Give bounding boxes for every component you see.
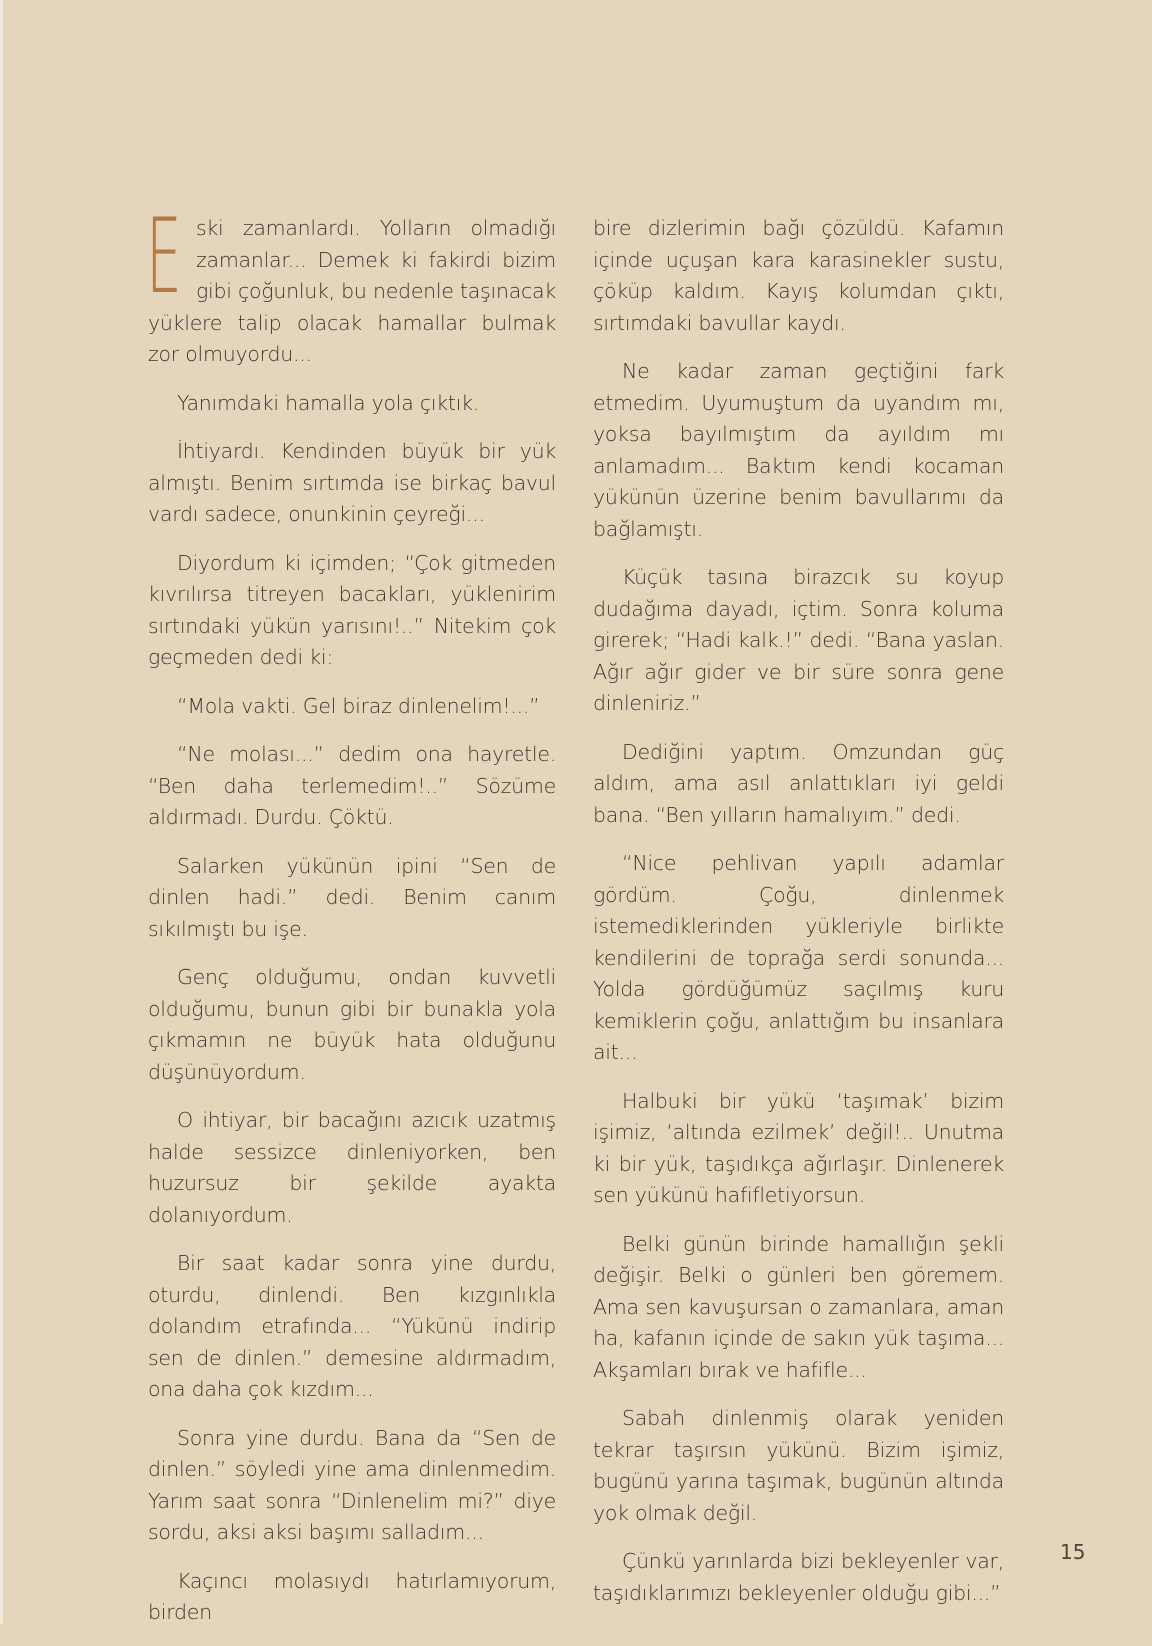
paragraph: “Nice pehlivan yapılı adamlar gördüm. Çoğu, dinlenmek istemediklerinden yükleriyle birlikte kendilerini de toprağa serdi sonunda... Yolda gördüğümüz saçılmış kuru kemiklerin çoğu, anlattığım bu insanlara ait... [593,851,1004,1064]
paragraph: Küçük tasına birazcık su koyup dudağıma dayadı, içtim. Sonra koluma girerek; “Hadi kalk.!” dedi. “Bana yaslan. Ağır ağır gider ve bir süre sonra gene dinleniriz.” [593,565,1004,715]
drop-cap-letter: E [146,197,182,317]
paragraph: O ihtiyar, bir bacağını azıcık uzatmış halde sessizce dinleniyorken, ben huzursuz bir şekilde ayakta dolanıyordum. [148,1108,556,1227]
paragraph: Salarken yükünün ipini “Sen de dinlen hadi.” dedi. Benim canım sıkılmıştı bu işe. [148,853,556,941]
opening-paragraph-text: ski zamanlardı. Yolların olmadığı zamanlar... Demek ki fakirdi bizim gibi çoğunluk, bu nedenle taşınacak yüklere talip olacak hamallar bulmak zor olmuyordu... [148,216,556,366]
paragraph: Sabah dinlenmiş olarak yeniden tekrar taşırsın yükünü. Bizim işimiz, bugünü yarına taşımak, bugünün altında yok olmak değil. [593,1406,1004,1525]
left-text-column [146,197,556,1646]
page-left-edge [0,0,3,1624]
paragraph: Çünkü yarınlarda bizi bekleyenler var, taşıdıklarımızı bekleyenler olduğu gibi...” [593,1549,1004,1605]
continued-paragraph: bire dizlerimin bağı çözüldü. Kafamın içinde uçuşan kara karasinekler sustu, çöküp kaldım. Kayış kolumdan çıktı, sırtımdaki bavullar kaydı. [593,216,1004,335]
page-number: 15 [1060,1540,1086,1564]
paragraph: Ne kadar zaman geçtiğini fark etmedim. Uyumuştum da uyandım mı, yoksa bayılmıştım da ayıldım mı anlamadım... Baktım kendi kocaman yükünün üzerine benim bavullarımı da bağlamıştı. [593,359,1004,541]
right-text-column [593,213,1004,1626]
paragraph: Diyordum ki içimden; “Çok gitmeden kıvrılırsa titreyen bacakları, yüklenirim sırtındaki yükün yarısını!..” Nitekim çok geçmeden dedi ki: [148,550,556,669]
paragraph: “Mola vakti. Gel biraz dinlenelim!...” [177,693,540,718]
paragraph: Sonra yine durdu. Bana da “Sen de dinlen.” söyledi yine ama dinlenmedim. Yarım saat sonra “Dinlenelim mi?” diye sordu, aksi aksi başımı salladım... [148,1425,556,1544]
paragraph: İhtiyardı. Kendinden büyük bir yük almıştı. Benim sırtımda ise birkaç bavul vardı sadece, onunkinin çeyreği... [148,439,556,526]
paragraph: “Ne molası...” dedim ona hayretle. “Ben daha terlemedim!..” Sözüme aldırmadı. Durdu. Çöktü. [148,742,556,829]
paragraph: Yanımdaki hamalla yola çıktık. [177,390,480,415]
opening-paragraph [146,197,556,371]
paragraph: Dediğini yaptım. Omzundan güç aldım, ama asıl anlattıkları iyi geldi bana. “Ben yılların hamalıyım.” dedi. [593,739,1004,827]
paragraph: Halbuki bir yükü ‘taşımak’ bizim işimiz, ‘altında ezilmek’ değil!.. Unutma ki bir yük, taşıdıkça ağırlaşır. Dinlenerek sen yükünü hafifletiyorsun. [593,1088,1004,1207]
paragraph: Genç olduğumu, ondan kuvvetli olduğumu, bunun gibi bir bunakla yola çıkmamın ne büyük hata olduğunu düşünüyordum. [148,965,556,1084]
paragraph: Kaçıncı molasıydı hatırlamıyorum, birden [148,1568,556,1624]
paragraph: Belki günün birinde hamallığın şekli değişir. Belki o günleri ben göremem. Ama sen kavuşursan o zamanlara, aman ha, kafanın içinde de sakın yük taşıma... Akşamları bırak ve hafifle... [593,1231,1004,1382]
paragraph: Bir saat kadar sonra yine durdu, oturdu, dinlendi. Ben kızgınlıkla dolandım etrafında... “Yükünü indirip sen de dinlen.” demesine aldırmadım, ona daha çok kızdım... [148,1251,556,1401]
